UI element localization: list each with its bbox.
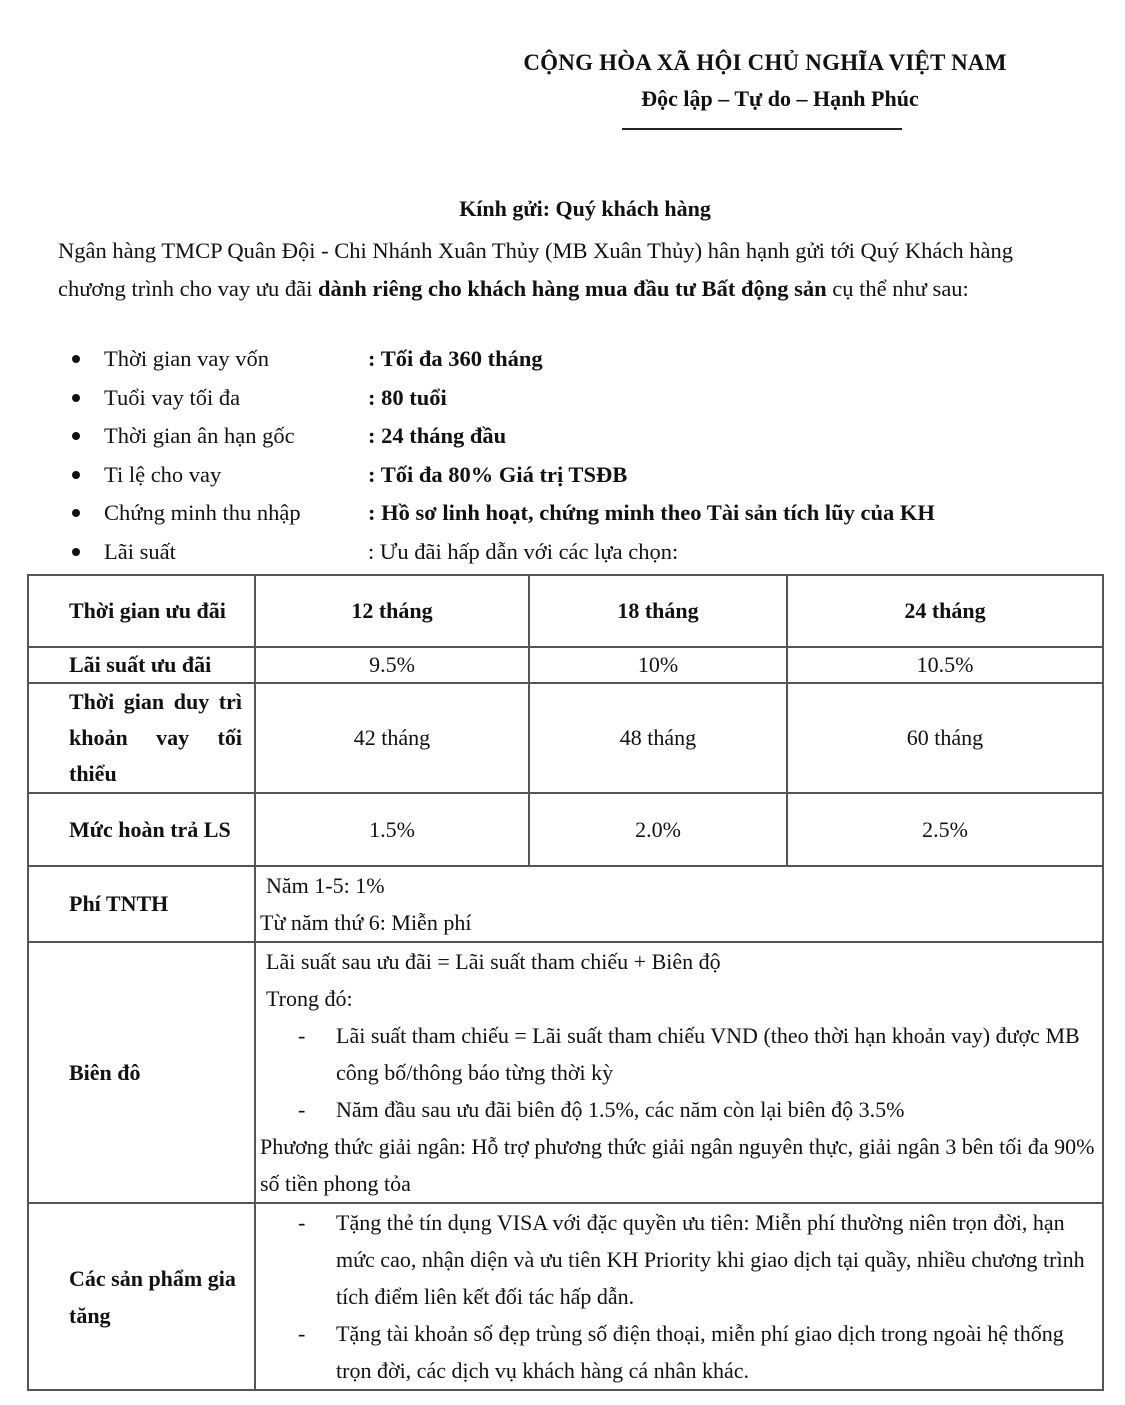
term-label: Ti lệ cho vay: [104, 461, 222, 487]
table-cell: 2.0%: [529, 793, 787, 866]
interest-rate-table: [27, 574, 1104, 1391]
intro-paragraph: [58, 232, 1068, 308]
bullet-icon: [72, 548, 80, 556]
disbursement-text: Phương thức giải ngân: Hỗ trợ phương thức giải ngân nguyên thực, giải ngân 3 bên tối đa 90% số tiền phong tỏa: [260, 1134, 1095, 1196]
row-label: Lãi suất ưu đãi: [28, 647, 255, 683]
term-value: : Tối đa 80% Giá trị TSĐB: [368, 461, 628, 487]
row-label: Phí TNTH: [28, 866, 255, 942]
table-row: [28, 647, 1103, 683]
column-header: 18 tháng: [529, 575, 787, 647]
row-label: Các sản phẩm gia tăng: [28, 1203, 255, 1390]
fee-line: Năm 1-5: 1%: [266, 873, 385, 898]
table-cell: 60 tháng: [787, 683, 1103, 793]
national-motto: Độc lập – Tự do – Hạnh Phúc: [641, 86, 919, 111]
term-label: Lãi suất: [104, 538, 176, 564]
term-label: Chứng minh thu nhập: [104, 500, 301, 525]
margin-item: [260, 1017, 1096, 1091]
margin-cell: [255, 942, 1103, 1203]
extras-item-text: Tặng tài khoản số đẹp trùng số điện thoại, miễn phí giao dịch trong ngoài hệ thống trọn đời, các dịch vụ khách hàng cá nhân khác.: [336, 1321, 1064, 1383]
term-value: : 24 tháng đầu: [368, 423, 507, 448]
bullet-icon: [72, 471, 80, 479]
table-cell: 48 tháng: [529, 683, 787, 793]
row-label: Biên đô: [28, 942, 255, 1203]
dash-icon: -: [298, 1097, 306, 1122]
bullet-icon: [72, 432, 80, 440]
table-cell: 2.5%: [787, 793, 1103, 866]
bullet-icon: [72, 355, 80, 363]
table-row: [28, 1203, 1103, 1390]
margin-item-text: Lãi suất tham chiếu = Lãi suất tham chiếu VND (theo thời hạn khoản vay) được MB công bố/thông báo từng thời kỳ: [336, 1023, 1080, 1085]
dash-icon: -: [298, 1210, 306, 1235]
greeting: Kính gửi: Quý khách hàng: [459, 196, 711, 221]
table-cell: 10%: [529, 647, 787, 683]
bullet-icon: [72, 394, 80, 402]
term-value: : 80 tuổi: [368, 384, 447, 410]
table-header-row: [28, 575, 1103, 647]
column-header: 24 tháng: [787, 575, 1103, 647]
margin-formula: Lãi suất sau ưu đãi = Lãi suất tham chiếu + Biên độ: [266, 949, 721, 974]
margin-item-text: Năm đầu sau ưu đãi biên độ 1.5%, các năm còn lại biên độ 3.5%: [336, 1097, 905, 1122]
extras-item-text: Tặng thẻ tín dụng VISA với đặc quyền ưu tiên: Miễn phí thường niên trọn đời, hạn mức cao, nhận diện và ưu tiên KH Priority khi giao dịch tại quầy, nhiều chương trình tích điểm liên kết đối tác hấp dẫn.: [336, 1210, 1085, 1309]
extras-item: [260, 1315, 1096, 1389]
intro-text: Ngân hàng TMCP Quân Đội - Chi Nhánh Xuân Thủy (MB Xuân Thủy) hân hạnh gửi tới Quý Khách hàng chương trình cho vay ưu đãi: [58, 238, 1014, 301]
term-value: : Hồ sơ linh hoạt, chứng minh theo Tài sản tích lũy của KH: [368, 500, 935, 525]
row-label: Thời gian duy trì khoản vay tối thiểu: [28, 683, 255, 793]
fee-cell: [255, 866, 1103, 942]
extras-item: [260, 1204, 1096, 1315]
extras-cell: [255, 1203, 1103, 1390]
column-header: Thời gian ưu đãi: [28, 575, 255, 647]
term-label: Thời gian ân hạn gốc: [104, 423, 295, 448]
margin-where: Trong đó:: [266, 986, 353, 1011]
table-row: [28, 942, 1103, 1203]
table-cell: 1.5%: [255, 793, 529, 866]
column-header: 12 tháng: [255, 575, 529, 647]
row-label: Mức hoàn trả LS: [28, 793, 255, 866]
intro-highlight: dành riêng cho khách hàng mua đầu tư Bất động sản: [317, 276, 827, 301]
intro-text-end: cụ thể như sau:: [826, 276, 969, 301]
table-cell: 9.5%: [255, 647, 529, 683]
bullet-icon: [72, 509, 80, 517]
table-cell: 42 tháng: [255, 683, 529, 793]
term-value: : Ưu đãi hấp dẫn với các lựa chọn:: [368, 538, 679, 564]
table-row: [28, 683, 1103, 793]
term-label: Tuổi vay tối đa: [104, 384, 241, 410]
table-cell: 10.5%: [787, 647, 1103, 683]
motto-underline: [622, 128, 902, 130]
margin-item: [260, 1091, 1096, 1128]
term-label: Thời gian vay vốn: [104, 346, 269, 371]
term-value: : Tối đa 360 tháng: [368, 346, 543, 371]
national-title: CỘNG HÒA XÃ HỘI CHỦ NGHĨA VIỆT NAM: [523, 50, 1007, 75]
dash-icon: -: [298, 1023, 306, 1048]
table-row: [28, 793, 1103, 866]
dash-icon: -: [298, 1321, 306, 1346]
table-row: [28, 866, 1103, 942]
fee-line: Từ năm thứ 6: Miễn phí: [260, 910, 472, 935]
